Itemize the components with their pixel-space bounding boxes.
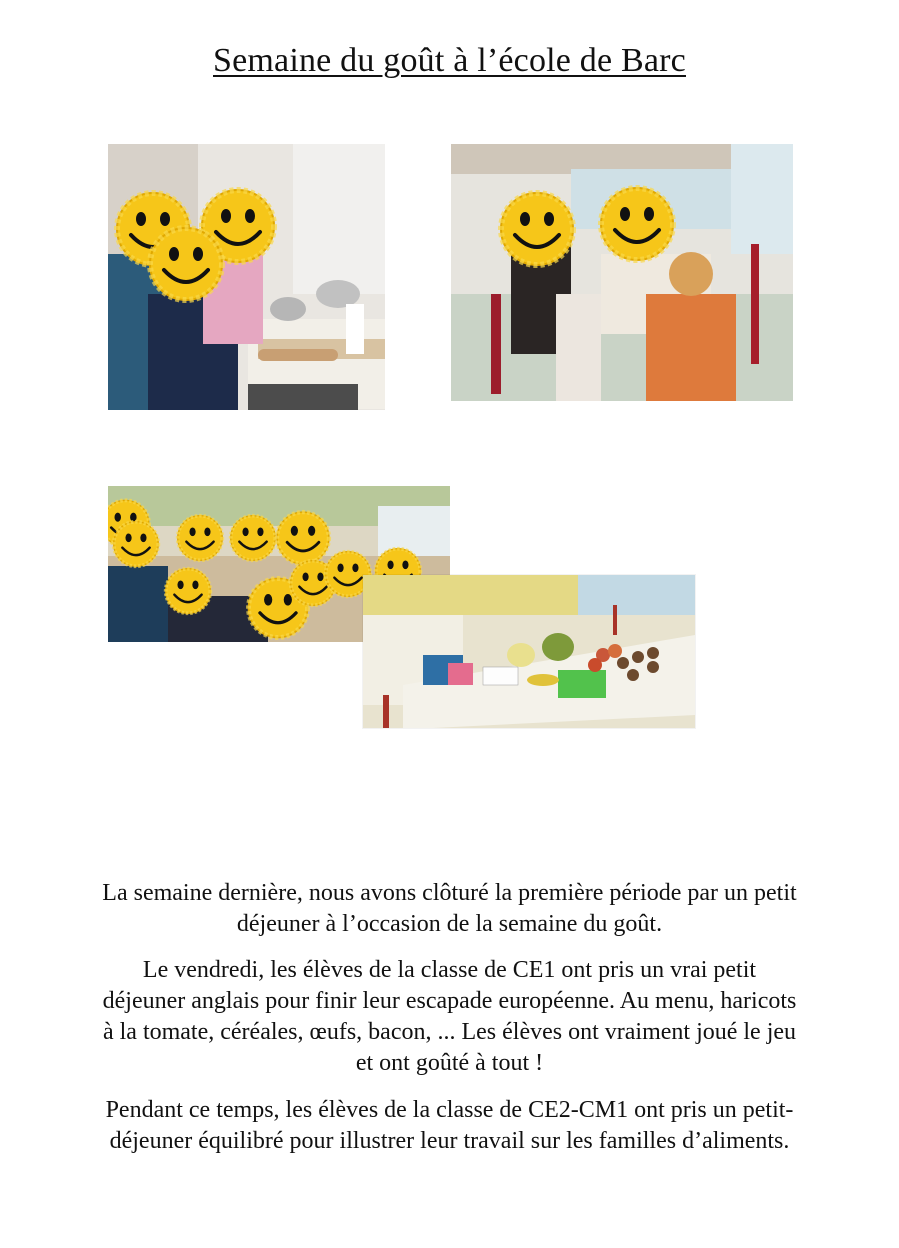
photo-cooking (108, 144, 385, 410)
paragraph-ce1 (100, 955, 799, 1079)
photo-english-breakfast-table (451, 144, 793, 401)
paragraph-intro (100, 878, 799, 940)
paragraph-text: La semaine dernière, nous avons clôturé la première période par un petit déjeuner à l’occasion de la semaine du goût. (102, 880, 797, 937)
paragraph-text: Le vendredi, les élèves de la classe de CE1 ont pris un vrai petit déjeuner anglais pour finir leur escapade européenne. Au menu, haricots à la tomate, céréales, œufs, bacon, ... Les élèves ont vraiment joué le jeu et ont goûté à tout ! (102, 957, 797, 1076)
photo-food-table (363, 575, 695, 728)
paragraph-text: Pendant ce temps, les élèves de la classe de CE2-CM1 ont pris un petit-déjeuner équilibré pour illustrer leur travail sur les familles d’aliments. (105, 1097, 794, 1154)
smiley-face-icon (501, 193, 573, 265)
paragraph-ce2-cm1 (100, 1095, 799, 1157)
page-title: Semaine du goût à l’école de Barc (213, 42, 686, 79)
